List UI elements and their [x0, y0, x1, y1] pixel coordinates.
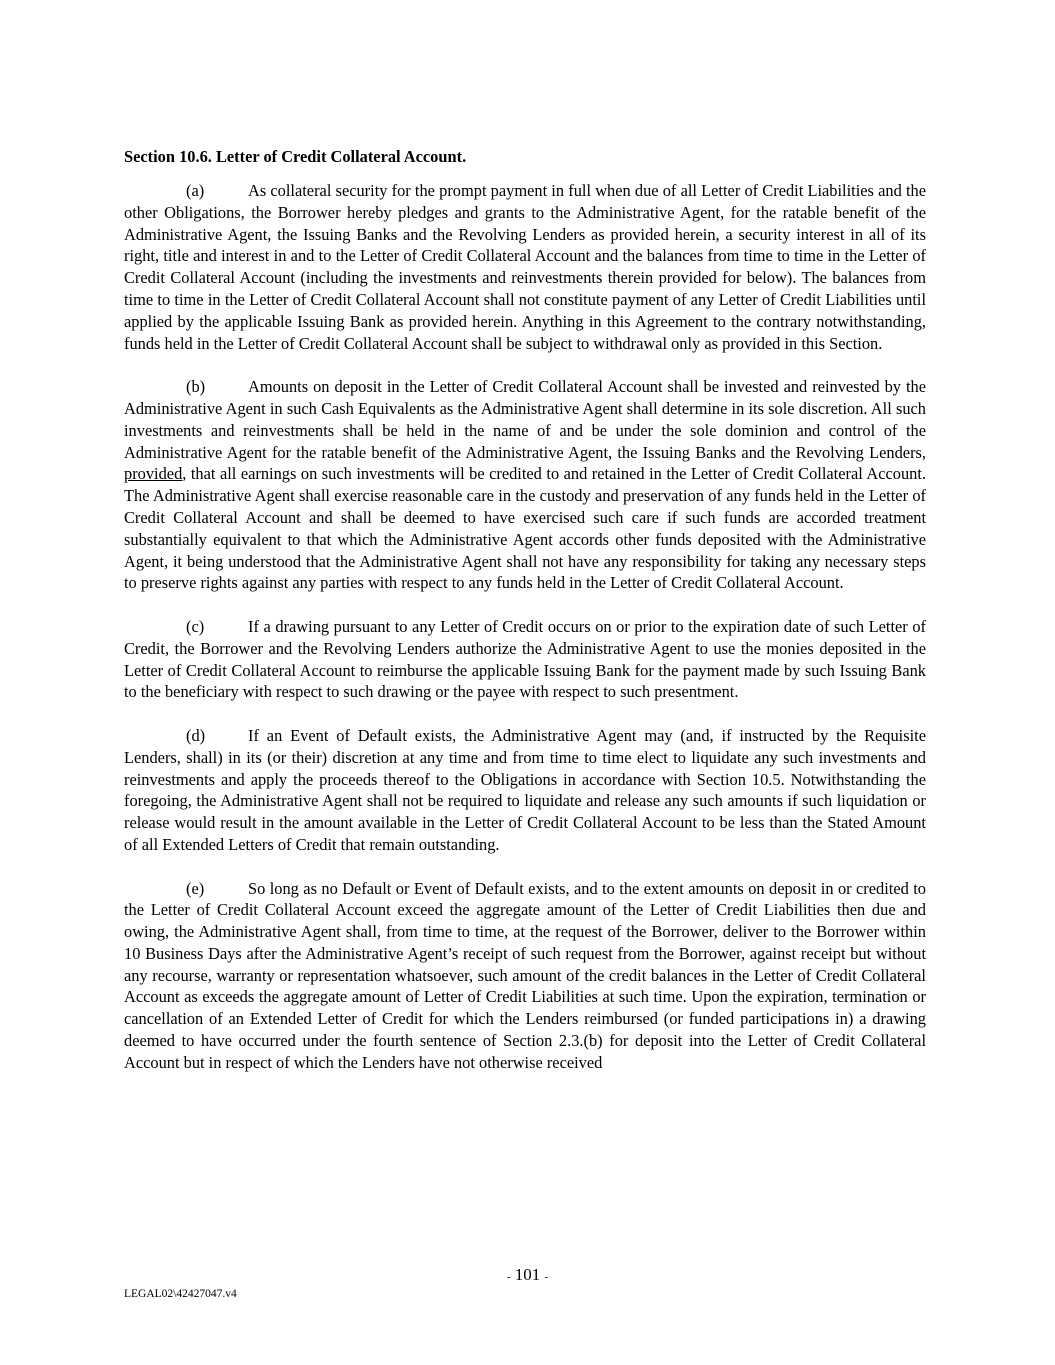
paragraph-text: Amounts on deposit in the Letter of Credit Collateral Account shall be invested and reinvested by the Administrative Agent in such Cash Equivalents as the Administrative Agent shall determine in its sole discretion. All such investments and reinvestments shall be held in the name of and be under the sole dominion and control of the Administrative Agent for the ratable benefit of the Administrative Agent, the Issuing Banks and the Revolving Lenders, — [124, 377, 926, 462]
paragraph-text: , that all earnings on such investments will be credited to and retained in the Letter of Credit Collateral Account. The Administrative Agent shall exercise reasonable care in the custody and preservation of any funds held in the Letter of Credit Collateral Account and shall be deemed to have exercised such care if such funds are accorded treatment substantially equivalent to that which the Administrative Agent accords other funds deposited with the Administrative Agent, it being understood that the Administrative Agent shall not have any responsibility for taking any necessary steps to preserve rights against any parties with respect to any funds held in the Letter of Credit Collateral Account. — [124, 464, 926, 593]
underlined-term: provided — [124, 464, 183, 484]
paragraph-label: (e) — [186, 878, 205, 898]
paragraph-c — [124, 616, 926, 703]
paragraph-e — [124, 878, 926, 1074]
paragraph-text: So long as no Default or Event of Default exists, and to the extent amounts on deposit in or credited to the Letter of Credit Collateral Account exceed the aggregate amount of the Letter of Credit Liabilities then due and owing, the Administrative Agent shall, from time to time, at the request of the Borrower, deliver to the Borrower within 10 Business Days after the Administrative Agent’s receipt of such request from the Borrower, against receipt but without any recourse, warranty or representation whatsoever, such amount of the credit balances in the Letter of Credit Collateral Account as exceeds the aggregate amount of Letter of Credit Liabilities at such time. Upon the expiration, termination or cancellation of an Extended Letter of Credit for which the Lenders reimbursed (or funded participations in) a drawing deemed to have occurred under the fourth sentence of Section 2.3.(b) for deposit into the Letter of Credit Collateral Account but in respect of which the Lenders have not otherwise received — [124, 878, 926, 1072]
page-number-dash: - — [544, 1271, 549, 1283]
page-number-dash: - — [506, 1271, 511, 1283]
paragraph-text: If an Event of Default exists, the Administrative Agent may (and, if instructed by the Requisite Lenders, shall) in its (or their) discretion at any time and from time to time elect to liquidate any such investments and reinvestments and apply the proceeds thereof to the Obligations in accordance with Section 10.5. Notwithstanding the foregoing, the Administrative Agent shall not be required to liquidate and release any such amounts if such liquidation or release would result in the amount available in the Letter of Credit Collateral Account to be less than the Stated Amount of all Extended Letters of Credit that remain outstanding. — [124, 725, 926, 854]
paragraph-label: (b) — [186, 377, 206, 397]
page-number-value: 101 — [514, 1265, 541, 1284]
document-page — [124, 146, 926, 1095]
document-id: LEGAL02\42427047.v4 — [124, 1288, 237, 1300]
paragraph-a — [124, 180, 926, 354]
paragraph-d — [124, 725, 926, 856]
paragraph-text: If a drawing pursuant to any Letter of Credit occurs on or prior to the expiration date of such Letter of Credit, the Borrower and the Revolving Lenders authorize the Administrative Agent to use the monies deposited in the Letter of Credit Collateral Account to reimburse the applicable Issuing Bank for the payment made by such Issuing Bank to the beneficiary with respect to such drawing or the payee with respect to such presentment. — [124, 616, 926, 702]
paragraph-label: (a) — [186, 181, 205, 200]
section-heading: Section 10.6. Letter of Credit Collateral Account. — [124, 147, 467, 166]
paragraph-text: As collateral security for the prompt payment in full when due of all Letter of Credit Liabilities and the other Obligations, the Borrower hereby pledges and grants to the Administrative Agent, for the ratable benefit of the Administrative Agent, the Issuing Banks and the Revolving Lenders as provided herein, a security interest in all of its right, title and interest in and to the Letter of Credit Collateral Account and the balances from time to time in the Letter of Credit Collateral Account (including the investments and reinvestments therein provided for below). The balances from time to time in the Letter of Credit Collateral Account shall not constitute payment of any Letter of Credit Liabilities until applied by the applicable Issuing Bank as provided herein. Anything in this Agreement to the contrary notwithstanding, funds held in the Letter of Credit Collateral Account shall be subject to withdrawal only as provided in this Section. — [124, 181, 926, 353]
page-number — [0, 1264, 1055, 1288]
paragraph-b — [124, 376, 926, 594]
paragraph-label: (d) — [186, 725, 206, 745]
paragraph-label: (c) — [186, 616, 205, 636]
